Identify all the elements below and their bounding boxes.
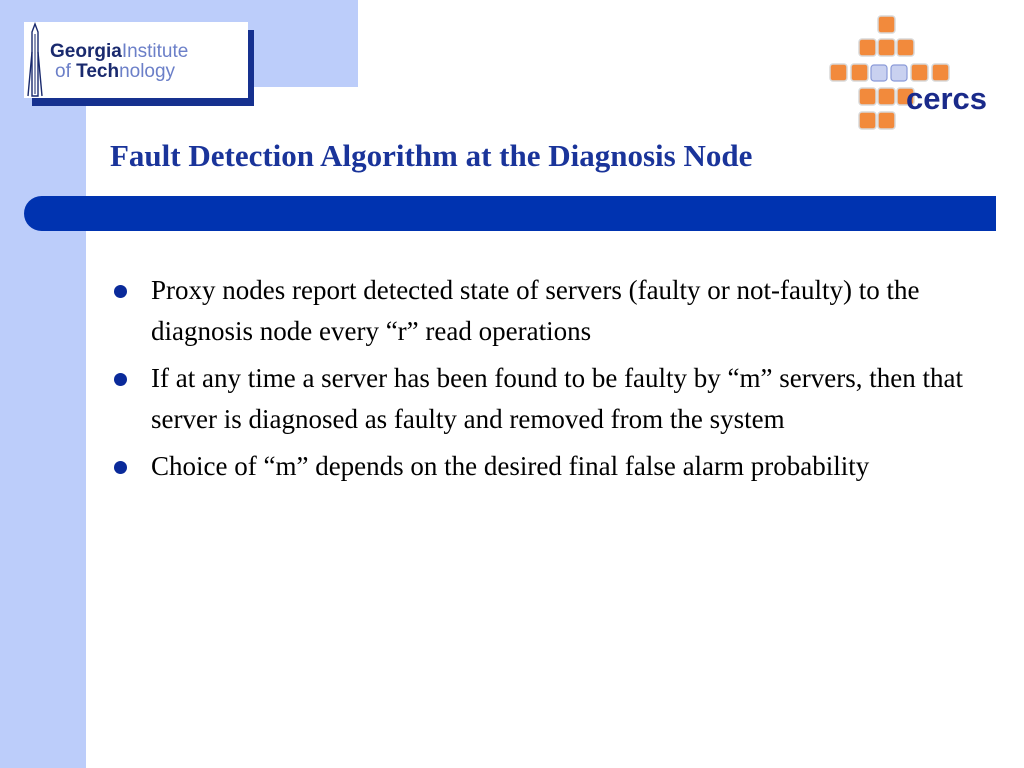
list-item — [110, 446, 990, 487]
bullet-text: Proxy nodes report detected state of servers (faulty or not-faulty) to the diagnosis node every “r” read operations — [151, 275, 920, 346]
cercs-wordmark: cercs — [906, 81, 988, 116]
bullet-dot-icon — [114, 285, 127, 298]
cercs-logo — [826, 12, 1001, 138]
bullet-text: If at any time a server has been found to be faulty by “m” servers, then that server is diagnosed as faulty and removed from the system — [151, 363, 963, 434]
gt-logo-institute: Institute — [121, 41, 189, 62]
gt-logo-of: of — [55, 61, 77, 82]
gt-logo-tech: Tech — [76, 61, 120, 82]
gt-logo-line2 — [55, 62, 175, 81]
bullet-dot-icon — [114, 373, 127, 386]
georgia-tech-logo — [24, 22, 248, 98]
gt-logo-georgia: Georgia — [50, 41, 122, 62]
list-item — [110, 358, 990, 440]
bullet-list — [110, 270, 990, 493]
list-item — [110, 270, 990, 352]
bullet-dot-icon — [114, 461, 127, 474]
slide-title: Fault Detection Algorithm at the Diagnosis Node — [110, 138, 753, 173]
gt-logo-nology: nology — [119, 61, 176, 82]
title-underline-bar — [24, 196, 996, 231]
bullet-text: Choice of “m” depends on the desired final false alarm probability — [151, 451, 870, 481]
tech-tower-icon — [24, 22, 48, 98]
left-decorative-band — [0, 0, 86, 768]
gt-logo-line1 — [50, 42, 188, 61]
